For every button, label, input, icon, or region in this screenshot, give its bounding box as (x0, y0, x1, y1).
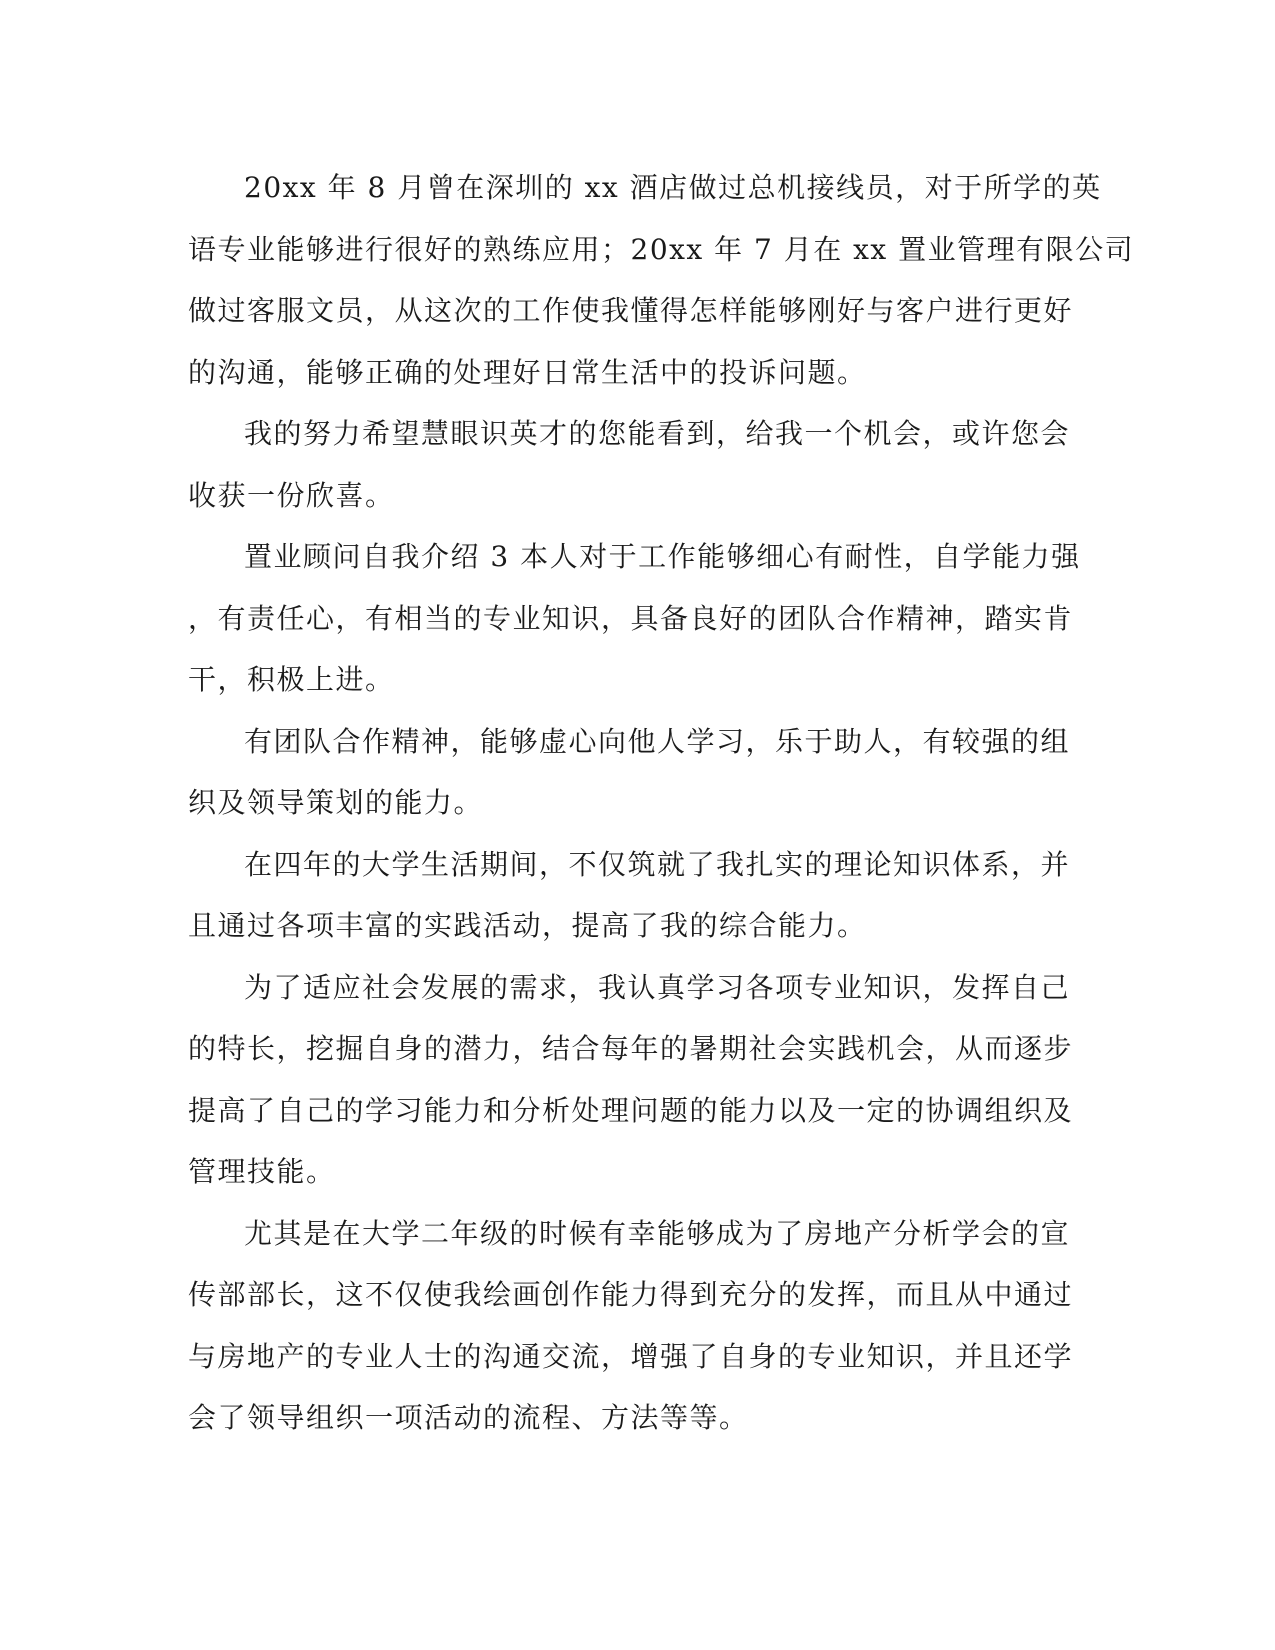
text-line: 语专业能够进行很好的熟练应用；20xx 年 7 月在 xx 置业管理有限公司 (188, 232, 1135, 266)
text-line: ，有责任心，有相当的专业知识，具备良好的团队合作精神，踏实肯 (188, 601, 1074, 635)
text-line: 在四年的大学生活期间，不仅筑就了我扎实的理论知识体系，并 (244, 847, 1071, 881)
text-line: 做过客服文员，从这次的工作使我懂得怎样能够刚好与客户进行更好 (188, 294, 1074, 327)
text-line: 的沟通，能够正确的处理好日常生活中的投诉问题。 (188, 355, 867, 389)
text-line: 我的努力希望慧眼识英才的您能看到，给我一个机会，或许您会 (244, 417, 1071, 450)
text-line: 收获一份欣喜。 (188, 478, 395, 512)
text-line: 提高了自己的学习能力和分析处理问题的能力以及一定的协调组织及 (188, 1093, 1074, 1127)
text-line: 为了适应社会发展的需求，我认真学习各项专业知识，发挥自己 (244, 970, 1071, 1004)
text-line: 20xx 年 8 月曾在深圳的 xx 酒店做过总机接线员，对于所学的英 (244, 171, 1102, 204)
text-line: 与房地产的专业人士的沟通交流，增强了自身的专业知识，并且还学 (188, 1339, 1074, 1373)
paragraph-hope (188, 403, 1071, 526)
paragraph-adaptation (188, 957, 1074, 1203)
paragraph-work-experience (188, 157, 1135, 403)
text-line: 尤其是在大学二年级的时候有幸能够成为了房地产分析学会的宣 (244, 1216, 1071, 1250)
document-body (188, 157, 1135, 1449)
text-line: 置业顾问自我介绍 3 本人对于工作能够细心有耐性，自学能力强 (244, 540, 1081, 573)
paragraph-real-estate-society (188, 1203, 1074, 1449)
text-line: 有团队合作精神，能够虚心向他人学习，乐于助人，有较强的组 (244, 724, 1071, 758)
paragraph-university (188, 834, 1071, 957)
text-line: 的特长，挖掘自身的潜力，结合每年的暑期社会实践机会，从而逐步 (188, 1032, 1074, 1065)
text-line: 且通过各项丰富的实践活动，提高了我的综合能力。 (188, 909, 867, 942)
text-line: 织及领导策划的能力。 (188, 786, 484, 819)
paragraph-self-intro (188, 526, 1081, 711)
text-line: 会了领导组织一项活动的流程、方法等等。 (188, 1401, 749, 1434)
text-line: 管理技能。 (188, 1155, 336, 1188)
text-line: 干，积极上进。 (188, 663, 395, 696)
text-line: 传部部长，这不仅使我绘画创作能力得到充分的发挥，而且从中通过 (188, 1278, 1074, 1311)
paragraph-teamwork (188, 711, 1071, 834)
